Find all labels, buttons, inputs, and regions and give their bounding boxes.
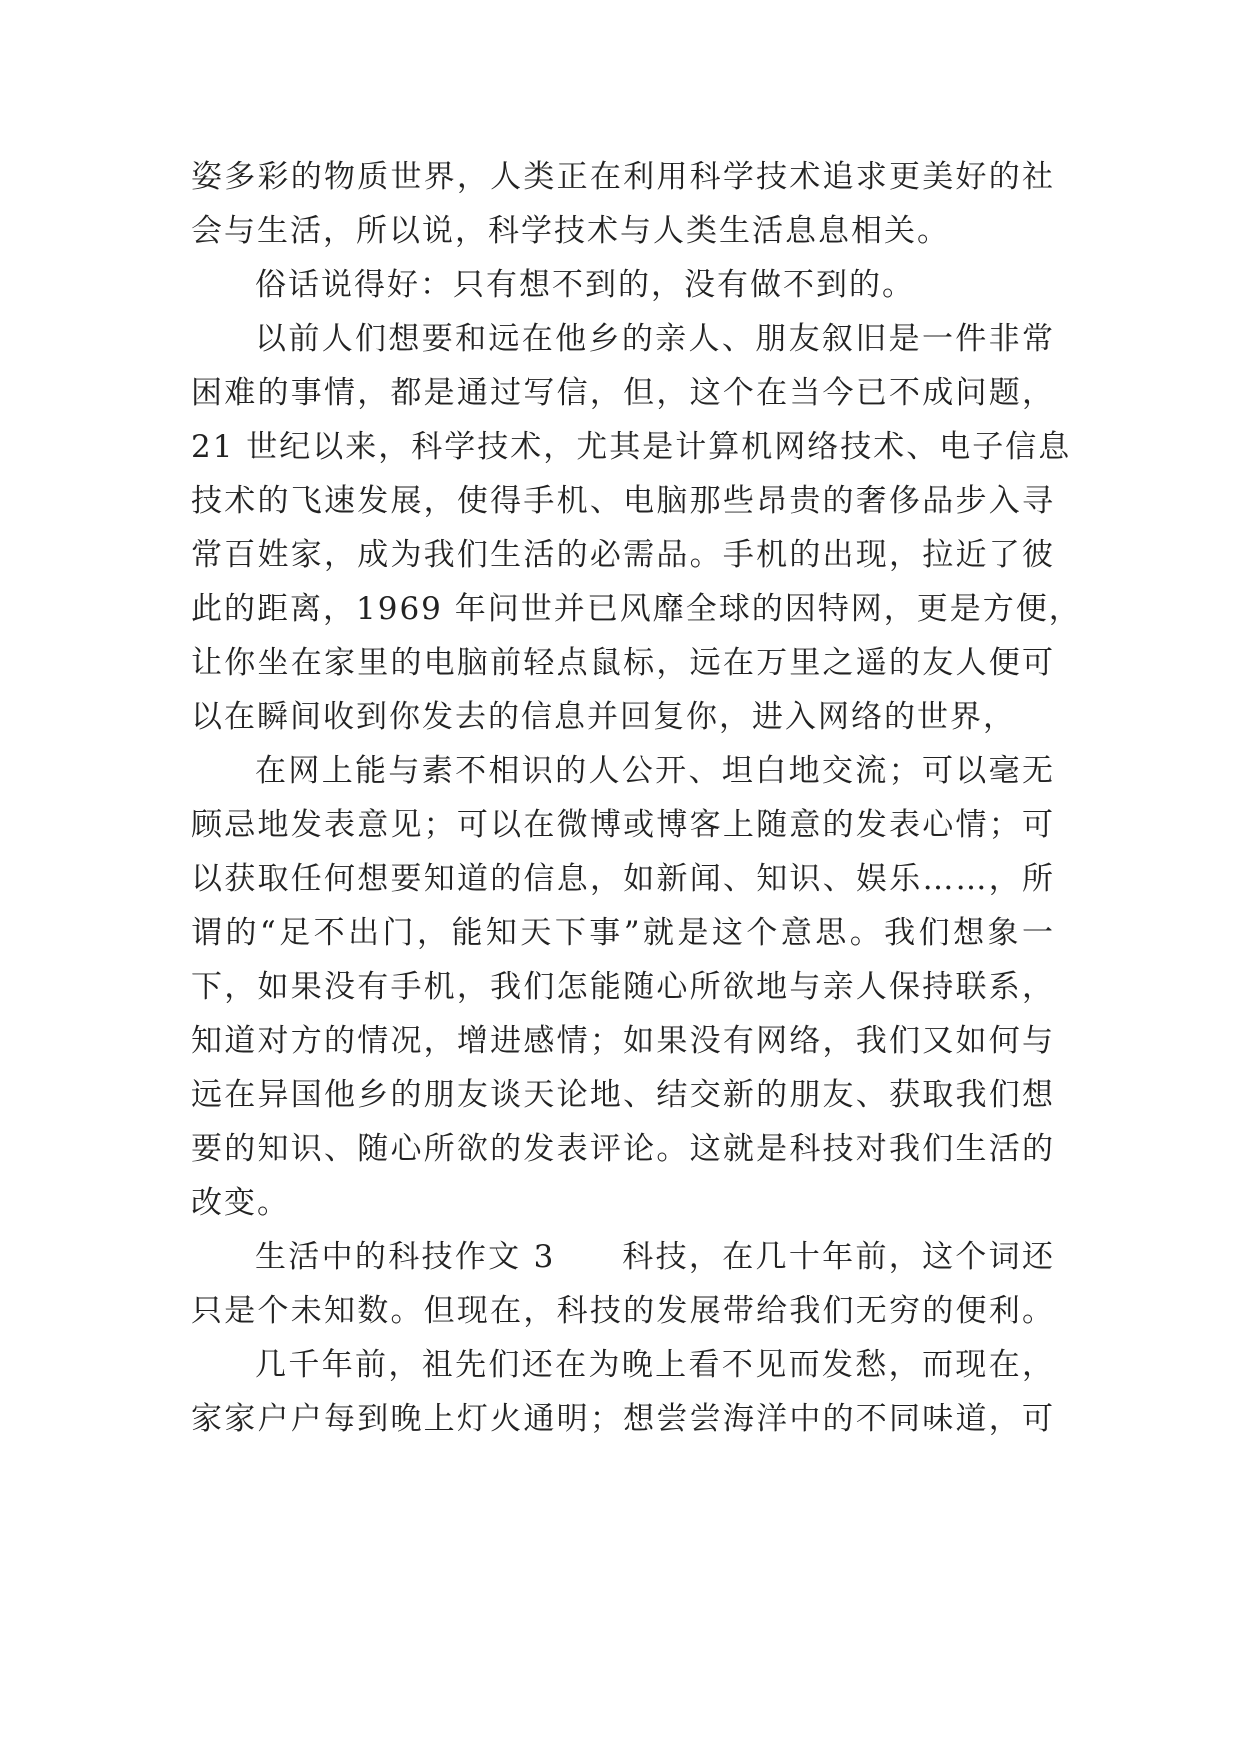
- text-line: 谓的“足不出门，能知天下事”就是这个意思。我们想象一: [191, 915, 1055, 951]
- text-line: 只是个未知数。但现在，科技的发展带给我们无穷的便利。: [191, 1293, 1055, 1329]
- text-line: 知道对方的情况，增进感情；如果没有网络，我们又如何与: [191, 1023, 1055, 1059]
- text-line: 21 世纪以来，科学技术，尤其是计算机网络技术、电子信息: [191, 429, 1072, 465]
- text-line: 要的知识、随心所欲的发表评论。这就是科技对我们生活的: [191, 1131, 1055, 1167]
- text-line: 下，如果没有手机，我们怎能随心所欲地与亲人保持联系，: [191, 969, 1055, 1005]
- text-line: 以在瞬间收到你发去的信息并回复你，进入网络的世界，: [191, 699, 1016, 735]
- text-line: 此的距离，1969 年问世并已风靡全球的因特网，更是方便，: [191, 591, 1082, 627]
- text-line: 让你坐在家里的电脑前轻点鼠标，远在万里之遥的友人便可: [191, 645, 1055, 681]
- text-line: 困难的事情，都是通过写信，但，这个在当今已不成问题，: [191, 375, 1055, 411]
- text-line: 会与生活，所以说，科学技术与人类生活息息相关。: [191, 213, 950, 249]
- text-line: 俗话说得好：只有想不到的，没有做不到的。: [255, 267, 915, 303]
- text-line: 在网上能与素不相识的人公开、坦白地交流；可以毫无: [255, 753, 1055, 789]
- text-line: 技术的飞速发展，使得手机、电脑那些昂贵的奢侈品步入寻: [191, 483, 1055, 519]
- text-line: 改变。: [191, 1185, 290, 1221]
- text-line: 以前人们想要和远在他乡的亲人、朋友叙旧是一件非常: [255, 321, 1055, 357]
- document-page: [191, 150, 1082, 1446]
- text-line: 姿多彩的物质世界，人类正在利用科学技术追求更美好的社: [191, 159, 1055, 195]
- text-line: 生活中的科技作文 3 科技，在几十年前，这个词还: [255, 1239, 1055, 1275]
- text-line: 远在异国他乡的朋友谈天论地、结交新的朋友、获取我们想: [191, 1077, 1055, 1113]
- text-line: 家家户户每到晚上灯火通明；想尝尝海洋中的不同味道，可: [191, 1401, 1055, 1437]
- text-line: 以获取任何想要知道的信息，如新闻、知识、娱乐……，所: [191, 861, 1055, 897]
- text-line: 几千年前，祖先们还在为晚上看不见而发愁，而现在，: [255, 1347, 1055, 1383]
- text-line: 常百姓家，成为我们生活的必需品。手机的出现，拉近了彼: [191, 537, 1055, 573]
- text-line: 顾忌地发表意见；可以在微博或博客上随意的发表心情；可: [191, 807, 1055, 843]
